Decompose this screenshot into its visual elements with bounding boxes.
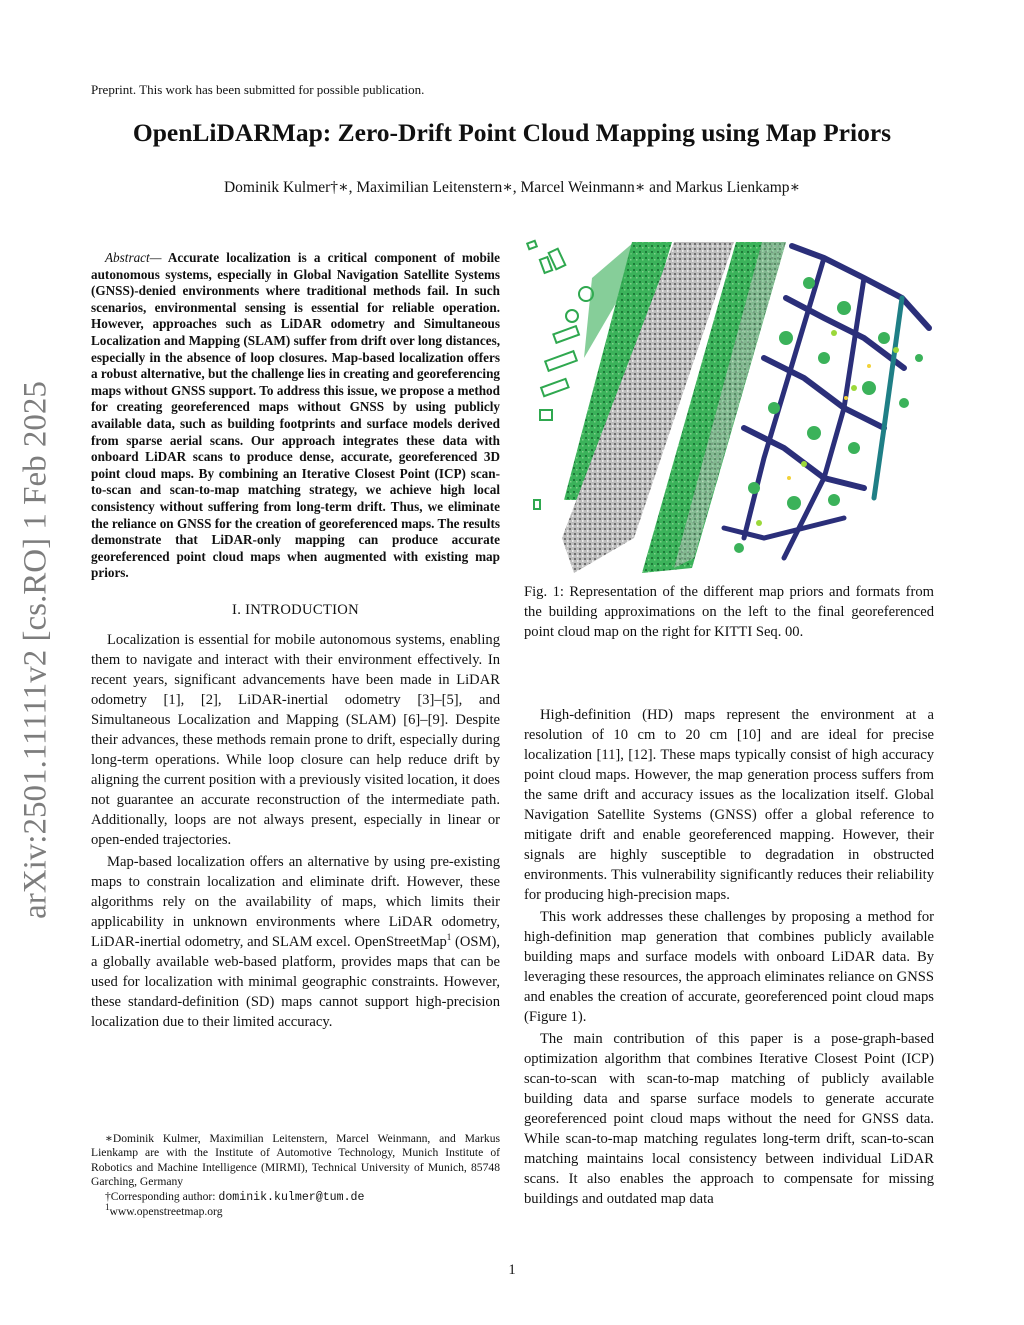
section-heading-introduction: I. INTRODUCTION bbox=[232, 601, 359, 618]
map-prior-illustration bbox=[524, 238, 934, 573]
author-list: Dominik Kulmer†∗, Maximilian Leitenstern∗, Marcel Weinmann∗ and Markus Lienkamp∗ bbox=[223, 179, 801, 196]
osm-url[interactable]: www.openstreetmap.org bbox=[109, 1205, 223, 1219]
preprint-note: Preprint. This work has been submitted for possible publication. bbox=[91, 82, 425, 97]
right-paragraph-2: This work addresses these challenges by proposing a method for high-definition map generation that combines publicly available building maps and surface models with onboard LiDAR data. By leveraging these resources, the approach eliminates reliance on GNSS and enables the creation of accurate, georeferenced point cloud maps (Figure 1). bbox=[524, 909, 934, 1025]
intro-paragraph-2 bbox=[91, 852, 500, 1032]
abstract-text: Accurate localization is a critical component of mobile autonomous systems, especially in Global Navigation Satellite Systems (GNSS)-denied environments where traditional methods fail. In such scenarios, environmental sensing is essential for reliable operation. However, approaches such as LiDAR odometry and Simultaneous Localization and Mapping (SLAM) suffer from drift over long distances, especially in the absence of loop closures. Map-based localization offers a robust alternative, but the challenge lies in creating and georeferencing maps without GNSS support. To address this issue, we propose a method for creating georeferenced maps without GNSS by using publicly available data, such as building footprints and surface models derived from sparse aerial scans. Our approach integrates these data with onboard LiDAR scans to produce dense, accurate, georeferenced 3D point cloud maps. By combining an Iterative Closest Point (ICP) scan-to-scan and scan-to-map matching strategy, we achieve high local consistency without suffering from long-term drift. Thus, we eliminate the reliance on GNSS for the creation of georeferenced maps. The results demonstrate that LiDAR-only mapping can produce accurate georeferenced point cloud maps when augmented with existing map priors. bbox=[91, 250, 500, 581]
footnote-mark-1: 1 bbox=[105, 1202, 110, 1213]
intro-paragraph-2-start: Map-based localization offers an alternative by using pre-existing maps to constrain localization and eliminate drift. However, these algorithms rely on the availability of maps, which limits their applicability in unknown environments where LiDAR odometry, LiDAR-inertial odometry, and SLAM excel. OpenStreetMap bbox=[91, 853, 500, 950]
right-paragraph-1: High-definition (HD) maps represent the environment at a resolution of 10 cm to 20 cm [10] and are ideal for precise localization [11], [12]. These maps typically consist of high accuracy point cloud maps. However, the map generation process suffers from the same drift and accuracy issues as the localization itself. Global Navigation Satellite Systems (GNSS) offer a global reference to mitigate drift and enable georeferenced mapping. However, their signals are highly susceptible to degradation in obstructed environments. This vulnerability significantly reduces their reliability for producing high-precision maps. bbox=[524, 707, 934, 903]
right-paragraph-3: The main contribution of this paper is a pose-graph-based optimization algorithm that combines Iterative Closest Point (ICP) scan-to-scan with scan-to-map matching of publicly available building data and sparse surface models to generate accurate georeferenced point cloud maps without the need for GNSS data. While scan-to-map matching regulates long-term drift, scan-to-scan matching maintains local consistency between individual LiDAR scans. It also enables the approach to compensate for missing buildings and outdated map data bbox=[524, 1031, 934, 1207]
figure-1-map-image bbox=[524, 238, 934, 573]
footnote-ref-1[interactable]: 1 bbox=[446, 932, 452, 943]
left-column bbox=[91, 250, 500, 1032]
right-column bbox=[524, 705, 934, 1209]
corresponding-label: †Corresponding author: bbox=[105, 1189, 219, 1203]
intro-paragraph-1: Localization is essential for mobile autonomous systems, enabling them to navigate and interact with their environment effectively. In recent years, significant advancements have been made in LiDAR odometry [1], [2], LiDAR-inertial odometry [3]–[5], and Simultaneous Localization and Mapping (SLAM) [6]–[9]. Despite their advances, these methods remain prone to drift, especially during long-term operations. While loop closure can help reduce drift by aligning the current position with a previously visited location, it does not guarantee an accurate reconstruction of the intermediate path. Additionally, loops are not always present, especially in linear or open-ended trajectories. bbox=[91, 631, 500, 848]
figure-1-caption: Fig. 1: Representation of the different map priors and formats from the building approximations on the left to the final georeferenced point cloud map on the right for KITTI Seq. 00. bbox=[524, 584, 934, 640]
footnote-url bbox=[91, 1202, 500, 1219]
page-number: 1 bbox=[508, 1262, 516, 1278]
intro-paragraph-2-end: (OSM), a globally available web-based platform, provides maps that can be used for localization with minimal geographic constraints. However, these standard-definition (SD) maps cannot support high-precision localization due to their limited accuracy. bbox=[91, 933, 501, 1030]
footnotes bbox=[91, 1132, 500, 1219]
footnote-affiliation: ∗Dominik Kulmer, Maximilian Leitenstern, Marcel Weinmann, and Markus Lienkamp are with the Institute of Automotive Technology, Munich Institute of Robotics and Machine Intelligence (MIRMI), Technical University of Munich, 85748 Garching, Germany bbox=[91, 1132, 500, 1189]
paper-title: OpenLiDARMap: Zero-Drift Point Cloud Mapping using Map Priors bbox=[132, 118, 892, 147]
abstract bbox=[91, 250, 500, 582]
arxiv-sidebar bbox=[8, 330, 64, 970]
abstract-label: Abstract— bbox=[105, 250, 162, 265]
footnote-corresponding bbox=[91, 1190, 500, 1205]
corresponding-email[interactable]: dominik.kulmer@tum.de bbox=[218, 1190, 365, 1204]
arxiv-identifier[interactable]: arXiv:2501.11111v2 [cs.RO] 1 Feb 2025 bbox=[17, 381, 54, 919]
